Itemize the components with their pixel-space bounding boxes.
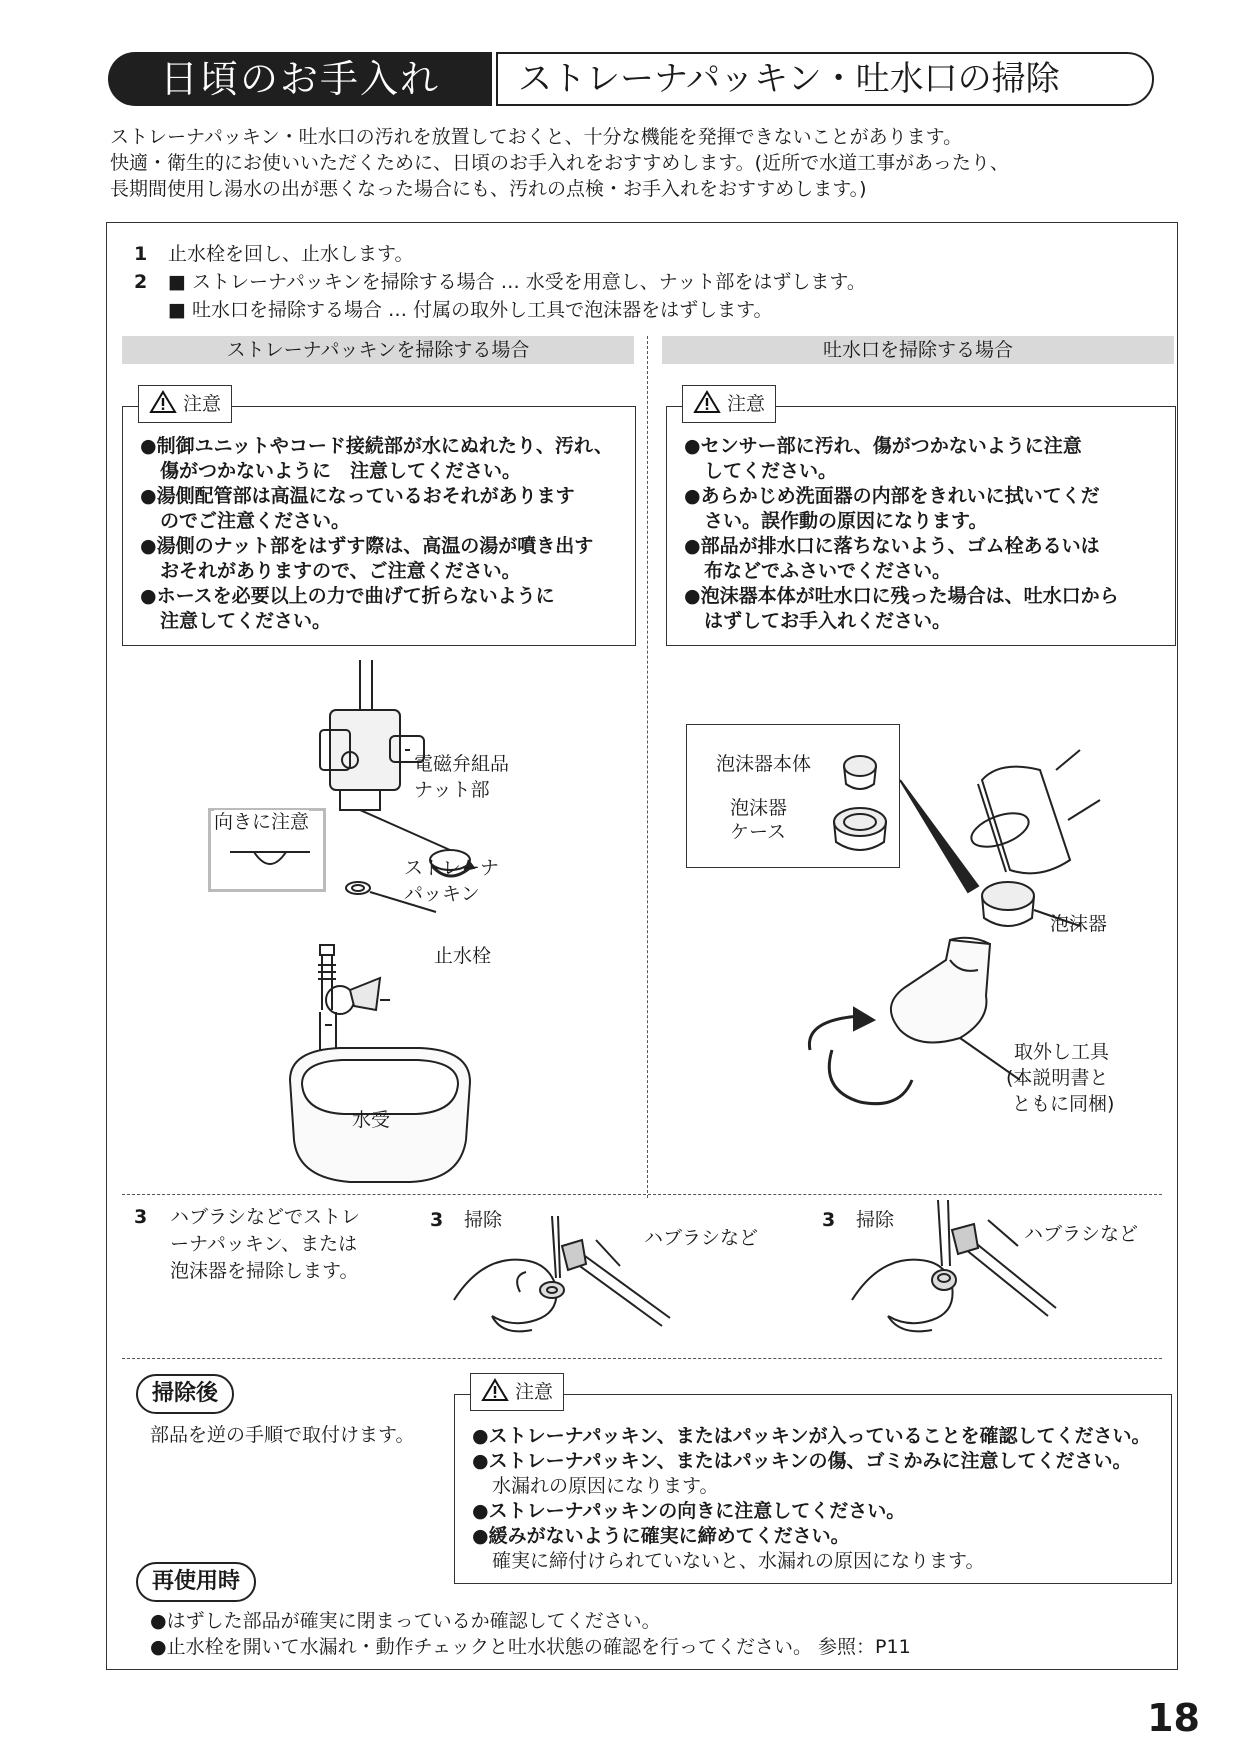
step-2: 2 ■ ストレーナパッキンを掃除する場合 … 水受を用意し、ナット部をはずします。 (134, 271, 866, 293)
after-caution-item: ●ストレーナパッキン、またはパッキンが入っていることを確認してください。 (472, 1425, 1151, 1447)
stopcock-label: 止水栓 (434, 945, 492, 967)
valve-label: 電磁弁組品 (414, 753, 510, 775)
after-caution-item: ●ストレーナパッキンの向きに注意してください。 (472, 1500, 906, 1522)
step-3-text: ハブラシなどでストレ ーナパッキン、または 泡沫器を掃除します。 (170, 1206, 361, 1282)
left-caution-tag: 注意 (138, 385, 232, 423)
hand-brush-left (452, 1216, 672, 1336)
right-caution-tag: 注意 (682, 385, 776, 423)
strainer-label: ストレーナ (404, 857, 500, 879)
hand-brush-right (848, 1200, 1068, 1340)
after-caution-item: 水漏れの原因になります。 (492, 1475, 719, 1497)
warning-icon (149, 390, 177, 414)
column-divider (647, 336, 648, 1198)
after-caution-item: ●緩みがないように確実に締めてください。 (472, 1525, 850, 1547)
tool-label-3: ともに同梱) (1012, 1093, 1115, 1115)
section-subtitle: ストレーナパッキン・吐水口の掃除 (496, 52, 1154, 106)
tool-label: 取外し工具 (1014, 1041, 1110, 1063)
intro-line: 長期間使用し湯水の出が悪くなった場合にも、汚れの点検・お手入れをおすすめします。) (110, 178, 867, 200)
aerator-case-label-2: ケース (730, 821, 787, 843)
right-section-title: 吐水口を掃除する場合 (662, 336, 1174, 364)
reuse-title: 再使用時 (136, 1562, 256, 1602)
after-cleaning-title: 掃除後 (136, 1374, 234, 1414)
after-cleaning-text: 部品を逆の手順で取付けます。 (150, 1424, 415, 1446)
brush-label-left: ハブラシなど (644, 1227, 759, 1249)
intro-line: 快適・衛生的にお使いいただくために、日頃のお手入れをおすすめします。(近所で水道工事があったり、 (110, 152, 1009, 174)
warning-icon (693, 390, 721, 414)
brush-label-right: ハブラシなど (1024, 1223, 1139, 1245)
nut-label: ナット部 (414, 779, 490, 801)
packing-orientation-icon (228, 846, 312, 876)
basin-label: 水受 (352, 1109, 391, 1131)
aerator-case-label: 泡沫器 (730, 797, 788, 819)
left-section-title: ストレーナパッキンを掃除する場合 (122, 336, 634, 364)
strainer-label-2: パッキン (404, 883, 480, 905)
aerator-body-label: 泡沫器本体 (716, 753, 812, 775)
left-caution-item: ●湯側配管部は高温になっているおそれがあります のでご注意ください。 (140, 485, 575, 532)
tool-label-2: (本説明書と (1006, 1067, 1109, 1089)
reuse-item: ●止水栓を開いて水漏れ・動作チェックと吐水状態の確認を行ってください。 参照：P11 (150, 1636, 911, 1658)
right-caution-item: ●あらかじめ洗面器の内部をきれいに拭いてくだ さい。誤作動の原因になります。 (684, 485, 1100, 532)
left-caution-item: ●湯側のナット部をはずす際は、高温の湯が噴き出す おそれがありますので、ご注意ください。 (140, 535, 594, 582)
step-3: 3 (134, 1206, 148, 1228)
intro-line: ストレーナパッキン・吐水口の汚れを放置しておくと、十分な機能を発揮できないことがあります。 (110, 126, 963, 148)
after-caution-item: ●ストレーナパッキン、またはパッキンの傷、ゴミかみに注意してください。 (472, 1450, 1132, 1472)
right-caution-item: ●泡沫器本体が吐水口に残った場合は、吐水口から はずしてお手入れください。 (684, 585, 1119, 632)
reuse-item: ●はずした部品が確実に閉まっているか確認してください。 (150, 1610, 661, 1632)
page-number: 18 (1147, 1696, 1200, 1740)
after-caution-tag: 注意 (470, 1373, 564, 1411)
left-caution-item: ●制御ユニットやコード接続部が水にぬれたり、汚れ、 傷がつかないように 注意してください。 (140, 435, 613, 482)
step-2-line2: ■ 吐水口を掃除する場合 … 付属の取外し工具で泡沫器をはずします。 (168, 299, 773, 321)
aerator-label: 泡沫器 (1050, 913, 1108, 935)
left-caution-item: ●ホースを必要以上の力で曲げて折らないように 注意してください。 (140, 585, 555, 632)
clean-step-left: 3 掃除 (430, 1209, 503, 1231)
right-caution-item: ●センサー部に汚れ、傷がつかないように注意 してください。 (684, 435, 1082, 482)
step-1: 1 止水栓を回し、止水します。 (134, 243, 414, 265)
warning-icon (481, 1378, 509, 1402)
section-divider (122, 1358, 1162, 1359)
right-caution-item: ●部品が排水口に落ちないよう、ゴム栓あるいは 布などでふさいでください。 (684, 535, 1100, 582)
after-caution-item: 確実に締付けられていないと、水漏れの原因になります。 (492, 1550, 985, 1572)
orientation-label: 向きに注意 (214, 811, 310, 833)
clean-step-right: 3 掃除 (822, 1209, 895, 1231)
section-title: 日頃のお手入れ (108, 52, 492, 106)
section-divider (122, 1194, 1162, 1195)
